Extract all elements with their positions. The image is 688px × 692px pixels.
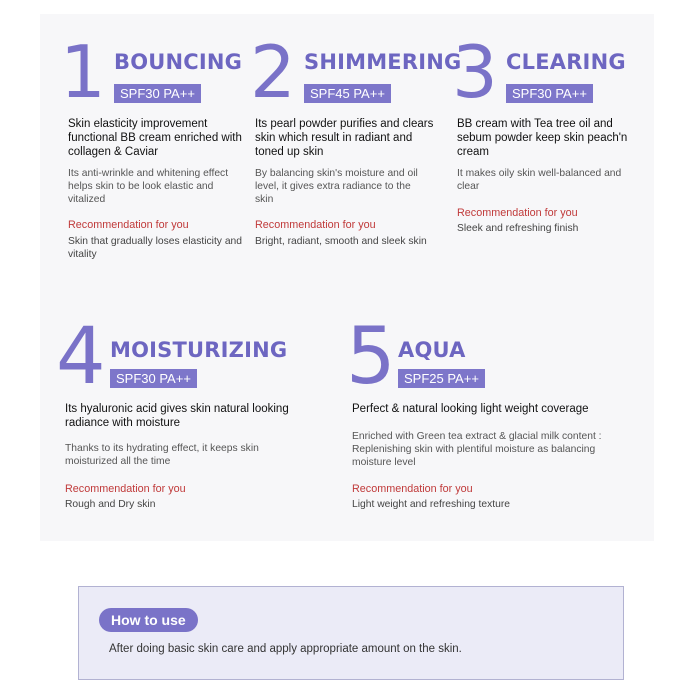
product-name: CLEARING	[506, 50, 626, 74]
recommendation-text: Bright, radiant, smooth and sleek skin	[255, 236, 427, 247]
product-lead: Perfect & natural looking light weight coverage	[352, 403, 589, 415]
product-description: Thanks to its hydrating effect, it keeps skin moisturized all the time	[65, 443, 259, 467]
spf-badge: SPF30 PA++	[506, 84, 593, 103]
how-to-use-text: After doing basic skin care and apply appropriate amount on the skin.	[109, 643, 462, 655]
product-description: By balancing skin's moisture and oil level, it gives extra radiance to the skin	[255, 168, 418, 205]
product-name: AQUA	[398, 338, 466, 362]
product-number: 4	[56, 312, 106, 402]
how-to-use-label: How to use	[99, 608, 198, 632]
product-lead: Its pearl powder purifies and clears skin which result in radiant and toned up skin	[255, 118, 434, 158]
recommendation-heading: Recommendation for you	[65, 483, 186, 495]
product-number: 2	[250, 30, 296, 114]
recommendation-heading: Recommendation for you	[352, 483, 473, 495]
recommendation-text: Rough and Dry skin	[65, 499, 156, 510]
spf-badge: SPF45 PA++	[304, 84, 391, 103]
spf-badge: SPF30 PA++	[110, 369, 197, 388]
product-lead: Skin elasticity improvement functional BB cream enriched with collagen & Caviar	[68, 118, 242, 158]
product-lead: BB cream with Tea tree oil and sebum powder keep skin peach'n cream	[457, 118, 628, 158]
product-description: Enriched with Green tea extract & glacial milk content : Replenishing skin with plentiful moisture as balancing moisture level	[352, 431, 602, 468]
product-number: 1	[60, 30, 106, 114]
product-description: It makes oily skin well-balanced and clear	[457, 168, 622, 192]
product-lead: Its hyaluronic acid gives skin natural looking radiance with moisture	[65, 403, 289, 429]
product-number: 5	[346, 312, 396, 402]
product-name: BOUNCING	[114, 50, 243, 74]
recommendation-text: Sleek and refreshing finish	[457, 223, 579, 234]
spf-badge: SPF25 PA++	[398, 369, 485, 388]
recommendation-heading: Recommendation for you	[255, 219, 376, 231]
product-description: Its anti-wrinkle and whitening effect helps skin to be look elastic and vitalized	[68, 168, 229, 205]
recommendation-text: Skin that gradually loses elasticity and vitality	[68, 236, 242, 260]
recommendation-heading: Recommendation for you	[457, 207, 578, 219]
product-number: 3	[452, 30, 498, 114]
recommendation-text: Light weight and refreshing texture	[352, 499, 510, 510]
spf-badge: SPF30 PA++	[114, 84, 201, 103]
recommendation-heading: Recommendation for you	[68, 219, 189, 231]
product-name: MOISTURIZING	[110, 338, 288, 362]
product-name: SHIMMERING	[304, 50, 462, 74]
how-to-use-box	[78, 586, 624, 680]
